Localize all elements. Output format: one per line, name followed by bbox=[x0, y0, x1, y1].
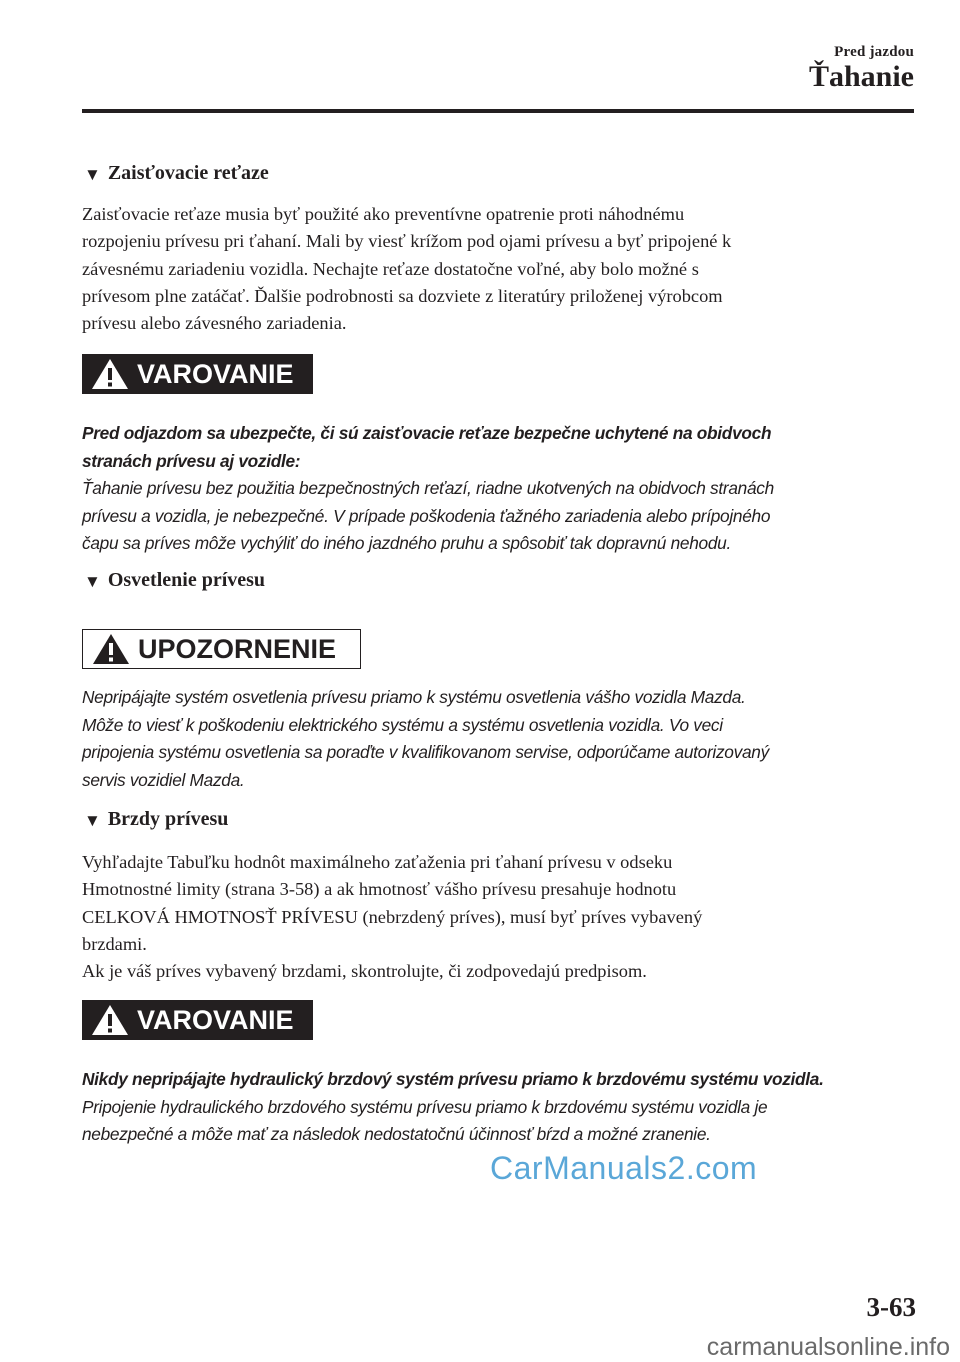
paragraph-line: Zaisťovacie reťaze musia byť použité ako preventívne opatrenie proti náhodnému bbox=[82, 204, 685, 224]
paragraph-line: Vyhľadajte Tabuľku hodnôt maximálneho zaťaženia pri ťahaní prívesu v odseku bbox=[82, 852, 673, 872]
warning-badge bbox=[82, 1000, 313, 1040]
paragraph-line: prívesom plne zatáčať. Ďalšie podrobnosti sa dozviete z literatúry priloženej výrobcom bbox=[82, 285, 723, 306]
heading-text: Brzdy prívesu bbox=[107, 808, 229, 830]
caution-badge bbox=[82, 629, 361, 669]
warning-bold-line: Pred odjazdom sa ubezpečte, či sú zaisťovacie reťaze bezpečne uchytené na obidvoch bbox=[82, 423, 772, 443]
heading-trailer-brakes bbox=[84, 808, 228, 831]
watermark: CarManuals2.com bbox=[490, 1150, 758, 1186]
warning-line: čapu sa príves môže vychýliť do iného jazdného pruhu a spôsobiť tak dopravnú nehodu. bbox=[82, 533, 731, 553]
caution-line: Nepripájajte systém osvetlenia prívesu priamo k systému osvetlenia vášho vozidla Mazda. bbox=[82, 687, 746, 707]
paragraph-line: Ak je váš príves vybavený brzdami, skontrolujte, či zodpovedajú predpisom. bbox=[82, 961, 647, 982]
triangle-down-icon: ▼ bbox=[84, 810, 101, 830]
trailer-brakes-paragraph bbox=[82, 849, 902, 985]
warning-line: nebezpečné a môže mať za následok nedostatočnú účinnosť bŕzd a možné zranenie. bbox=[82, 1124, 711, 1144]
paragraph-line: brzdami. bbox=[82, 933, 147, 954]
section-title: Ťahanie bbox=[808, 60, 914, 93]
warning-badge bbox=[82, 354, 313, 394]
heading-text: Zaisťovacie reťaze bbox=[107, 162, 269, 184]
paragraph-line: rozpojeniu prívesu pri ťahaní. Mali by viesť krížom pod ojami prívesu a byť pripojené k bbox=[82, 231, 732, 252]
warning-text-chains bbox=[82, 420, 916, 558]
warning-text-brakes bbox=[82, 1066, 916, 1149]
warning-bold-line: Nikdy nepripájajte hydraulický brzdový systém prívesu priamo k brzdovému systému vozidla. bbox=[82, 1069, 824, 1089]
warning-line: Ťahanie prívesu bez použitia bezpečnostných reťazí, riadne ukotvených na obidvoch stranách bbox=[82, 478, 774, 498]
caution-text bbox=[82, 684, 916, 794]
header-chapter: Pred jazdou bbox=[834, 44, 914, 60]
paragraph-line: CELKOVÁ HMOTNOSŤ PRÍVESU (nebrzdený príves), musí byť príves vybavený bbox=[82, 906, 703, 927]
caution-line: servis vozidiel Mazda. bbox=[82, 769, 245, 790]
triangle-down-icon: ▼ bbox=[84, 164, 101, 184]
caution-line: pripojenia systému osvetlenia sa poraďte v kvalifikovanom servise, odporúčame autorizovaný bbox=[82, 742, 769, 762]
warning-line: prívesu a vozidla, je nebezpečné. V prípade poškodenia ťažného zariadenia alebo prípojného bbox=[82, 505, 771, 526]
header-rule bbox=[82, 109, 914, 113]
page-number: 3-63 bbox=[866, 1292, 916, 1322]
warning-bold-line: stranách prívesu aj vozidle: bbox=[82, 450, 301, 471]
warning-label: VAROVANIE bbox=[137, 1004, 294, 1035]
warning-triangle-icon bbox=[91, 632, 131, 666]
paragraph-line: Hmotnostné limity (strana 3-58) a ak hmotnosť vášho prívesu presahuje hodnotu bbox=[82, 879, 677, 900]
caution-label: UPOZORNENIE bbox=[138, 633, 337, 664]
warning-label: VAROVANIE bbox=[137, 358, 294, 389]
paragraph-line: prívesu alebo závesného zariadenia. bbox=[82, 313, 347, 334]
footer-site: carmanualsonline.info bbox=[706, 1333, 950, 1361]
triangle-down-icon: ▼ bbox=[84, 571, 101, 591]
heading-trailer-lights bbox=[84, 569, 265, 592]
safety-chains-paragraph bbox=[82, 201, 902, 337]
warning-triangle-icon bbox=[90, 357, 130, 391]
warning-triangle-icon bbox=[90, 1003, 130, 1037]
caution-line: Môže to viesť k poškodeniu elektrického systému a systému osvetlenia vozidla. Vo veci bbox=[82, 714, 723, 735]
paragraph-line: závesnému zariadeniu vozidla. Nechajte reťaze dostatočne voľné, aby bolo možné s bbox=[82, 258, 699, 279]
heading-safety-chains bbox=[84, 162, 269, 185]
heading-text: Osvetlenie prívesu bbox=[107, 569, 266, 591]
warning-line: Pripojenie hydraulického brzdového systému prívesu priamo k brzdovému systému vozidla je bbox=[82, 1096, 768, 1117]
